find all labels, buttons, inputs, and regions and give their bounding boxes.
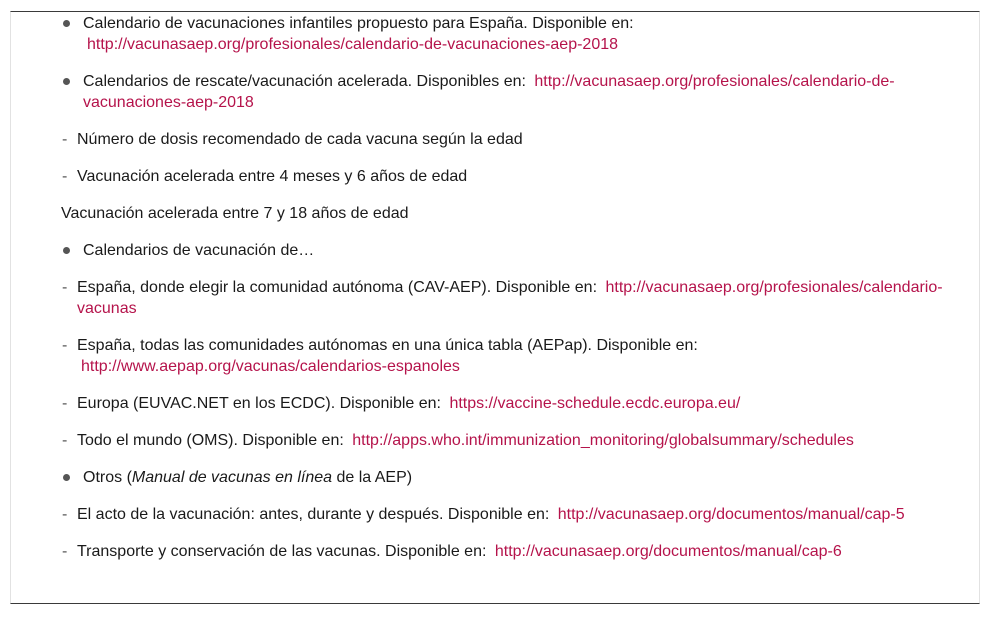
item-text: Calendarios de rescate/vacunación acelerada. Disponibles en: [83, 73, 526, 90]
link-aepap-calendarios[interactable]: http://www.aepap.org/vacunas/calendarios-espanoles [81, 358, 460, 375]
link-manual-cap-5[interactable]: http://vacunasaep.org/documentos/manual/cap-5 [557, 506, 905, 523]
list-item-europa-ecdc [61, 393, 961, 414]
item-text: Todo el mundo (OMS). Disponible en: [77, 432, 344, 449]
list-item-calendarios-rescate [61, 71, 961, 113]
item-text: Calendarios de vacunación de… [83, 242, 315, 259]
item-text-pre: Otros ( [83, 469, 132, 486]
list-item-otros-manual [61, 467, 961, 488]
list-item-acelerada-4m-6a [61, 166, 961, 187]
bullet-icon [63, 20, 70, 27]
list-item-oms [61, 430, 961, 451]
bullet-icon [63, 78, 70, 85]
dash-marker: - [62, 131, 68, 148]
dash-marker: - [62, 543, 68, 560]
dash-marker: - [62, 506, 68, 523]
item-text: Calendario de vacunaciones infantiles propuesto para España. Disponible en: [83, 15, 634, 32]
link-calendario-rescate[interactable]: http://vacunasaep.org/profesionales/calendario-de-vacunaciones-aep-2018 [83, 73, 895, 111]
dash-marker: - [62, 432, 68, 449]
link-calendario-vacunas[interactable]: http://vacunasaep.org/profesionales/calendario-vacunas [77, 279, 943, 317]
list-item-transporte [61, 541, 961, 562]
item-text: España, todas las comunidades autónomas en una única tabla (AEPap). Disponible en: [77, 337, 698, 354]
list-item-numero-dosis [61, 129, 961, 150]
link-ecdc-schedule[interactable]: https://vaccine-schedule.ecdc.europa.eu/ [449, 395, 741, 412]
item-text-post: de la AEP) [332, 469, 413, 486]
dash-marker: - [62, 279, 68, 296]
dash-marker: - [62, 395, 68, 412]
item-text: Vacunación acelerada entre 7 y 18 años de edad [61, 205, 409, 222]
list-item-acelerada-7-18 [61, 203, 961, 224]
list-item-calendarios-de [61, 240, 961, 261]
list-item-calendario-infantil [61, 13, 961, 55]
manual-title: Manual de vacunas en línea [131, 469, 333, 486]
item-text: El acto de la vacunación: antes, durante y después. Disponible en: [77, 506, 550, 523]
bullet-icon [63, 247, 70, 254]
list-item-espana-cav-aep [61, 277, 961, 319]
item-text: Europa (EUVAC.NET en los ECDC). Disponible en: [77, 395, 441, 412]
link-calendario-aep-2018[interactable]: http://vacunasaep.org/profesionales/calendario-de-vacunaciones-aep-2018 [87, 36, 619, 53]
item-text: Número de dosis recomendado de cada vacuna según la edad [77, 131, 523, 148]
item-text: España, donde elegir la comunidad autónoma (CAV-AEP). Disponible en: [77, 279, 598, 296]
item-text: Vacunación acelerada entre 4 meses y 6 años de edad [77, 168, 468, 185]
list-item-acto-vacunacion [61, 504, 961, 525]
dash-marker: - [62, 337, 68, 354]
bullet-icon [63, 474, 70, 481]
link-who-schedules[interactable]: http://apps.who.int/immunization_monitoring/globalsummary/schedules [352, 432, 854, 449]
link-manual-cap-6[interactable]: http://vacunasaep.org/documentos/manual/cap-6 [494, 543, 842, 560]
list-item-espana-aepap [61, 335, 961, 377]
item-text: Transporte y conservación de las vacunas. Disponible en: [77, 543, 487, 560]
resource-list [61, 13, 961, 578]
dash-marker: - [62, 168, 68, 185]
